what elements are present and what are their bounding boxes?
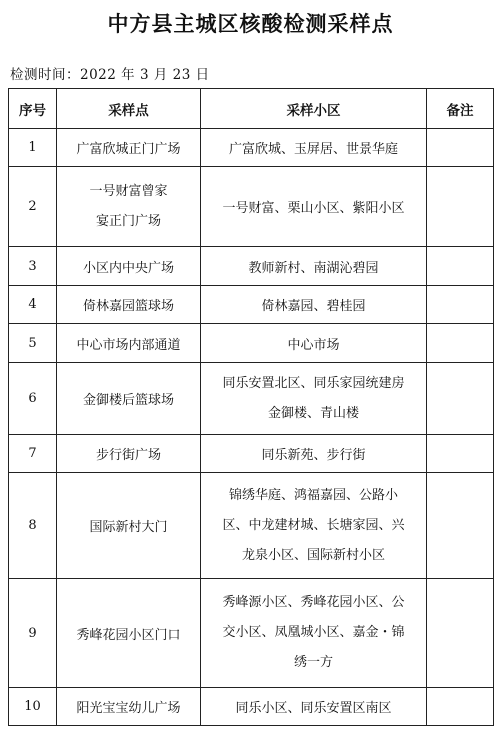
row-site-line: 一号财富曾家 [89,183,168,199]
header-serial-number: 序号 [9,89,57,129]
table-row [9,579,494,688]
row-number: 2 [9,167,57,247]
table-row [9,473,494,579]
row-note [427,286,494,324]
row-note [427,579,494,688]
header-remarks: 备注 [427,89,494,129]
row-note [427,688,494,726]
table-row [9,286,494,324]
table-row [9,363,494,435]
row-areas-line: 同乐新苑、步行街 [261,448,366,463]
row-areas [201,167,427,247]
row-note [427,435,494,473]
table-header-row [9,89,494,129]
row-site: 步行街广场 [57,435,201,473]
row-areas-line: 一号财富、栗山小区、紫阳小区 [222,201,405,216]
row-areas-line: 同乐小区、同乐安置区南区 [235,701,392,716]
check-time-text: 检测时间：2022 年 3 月 23 日 [10,67,210,83]
row-note [427,129,494,167]
row-areas-line: 龙泉小区、国际新村小区 [241,547,385,563]
row-site: 国际新村大门 [57,473,201,579]
row-areas [201,473,427,579]
sampling-sites-table [8,88,494,726]
row-site: 金御楼后篮球场 [57,363,201,435]
row-areas-line: 广富欣城、玉屏居、世景华庭 [228,142,398,157]
row-site: 小区内中央广场 [57,247,201,286]
row-areas [201,324,427,363]
row-note [427,167,494,247]
row-number: 7 [9,435,57,473]
header-sampling-site: 采样点 [57,89,201,129]
row-areas [201,286,427,324]
row-areas-line: 中心市场 [287,337,340,353]
table-row [9,688,494,726]
table-row [9,435,494,473]
page-title: 中方县主城区核酸检测采样点 [107,12,394,36]
row-site [57,167,201,247]
row-areas-line: 金御楼、青山楼 [267,405,359,421]
row-note [427,324,494,363]
row-number: 4 [9,286,57,324]
row-areas [201,435,427,473]
row-site: 中心市场内部通道 [57,324,201,363]
row-areas [201,688,427,726]
row-areas [201,579,427,688]
row-number: 10 [9,688,57,726]
row-site: 广富欣城正门广场 [57,129,201,167]
row-number: 3 [9,247,57,286]
row-number: 1 [9,129,57,167]
row-areas [201,247,427,286]
row-areas [201,363,427,435]
row-areas-line: 教师新村、南湖沁碧园 [248,260,379,276]
row-areas-line: 同乐安置北区、同乐家园统建房 [222,375,405,391]
header-sampling-area: 采样小区 [201,89,427,129]
row-areas-line: 绣一方 [293,655,333,670]
row-number: 8 [9,473,57,579]
row-areas-line: 区、中龙建材城、长塘家园、兴 [222,517,405,533]
row-note [427,363,494,435]
row-number: 9 [9,579,57,688]
row-site: 阳光宝宝幼儿广场 [57,688,201,726]
row-note [427,473,494,579]
row-areas [201,129,427,167]
row-number: 5 [9,324,57,363]
row-areas-line: 秀峰源小区、秀峰花园小区、公 [222,595,405,610]
table-row [9,167,494,247]
table-row [9,247,494,286]
row-areas-line: 交小区、凤凰城小区、嘉金・锦 [222,625,405,640]
table-row [9,324,494,363]
row-number: 6 [9,363,57,435]
row-site: 倚林嘉园篮球场 [57,286,201,324]
row-site-line: 宴正门广场 [95,213,161,229]
row-note [427,247,494,286]
row-areas-line: 倚林嘉园、碧桂园 [261,299,366,314]
row-site: 秀峰花园小区门口 [57,579,201,688]
row-areas-line: 锦绣华庭、鸿福嘉园、公路小 [228,487,398,503]
table-row [9,129,494,167]
